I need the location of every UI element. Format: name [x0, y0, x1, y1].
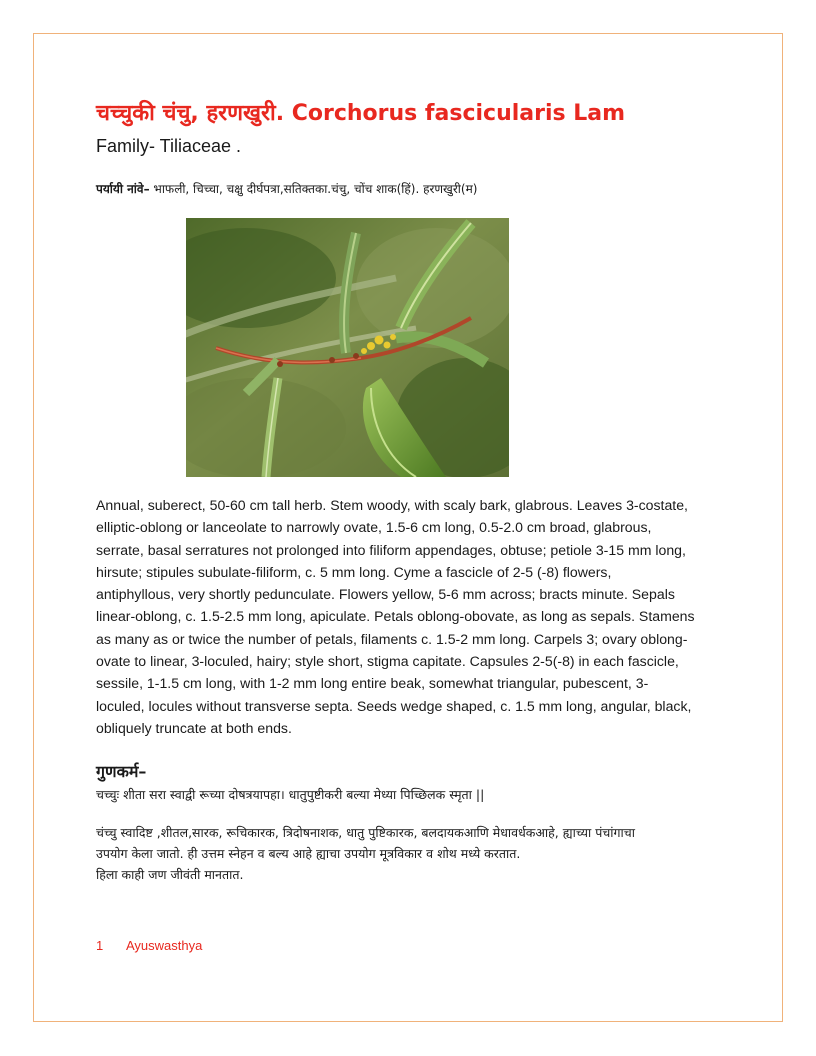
gunkarma-heading: गुणकर्म–	[96, 762, 147, 781]
synonyms-label: पर्यायी नांवे–	[96, 182, 150, 196]
footer-text: Ayuswasthya	[126, 938, 203, 953]
plant-photo	[186, 218, 509, 477]
description-line: serrate, basal serratures not prolonged into filiform appendages, obtuse; petiole 3-15 mm long,	[96, 541, 686, 558]
synonyms-text: भाफली, चिच्चा, चक्षु दीर्घपत्रा,सतिक्तका.चंचु, चोंच शाक(हिं). हरणखुरी(म)	[149, 182, 478, 196]
description-line: linear-oblong, c. 1.5-2.5 mm long, apiculate. Petals oblong-obovate, as long as sepals. Stamens	[96, 608, 695, 625]
description-line: antiphyllous, very shortly pedunculate. Flowers yellow, 5-6 mm across; bracts minute. Sepals	[96, 586, 675, 603]
description-line: ovate to linear, 3-loculed, hairy; style short, stigma capitate. Capsules 2-5(-8) in each fascicle,	[96, 653, 679, 670]
description-line: elliptic-oblong or lanceolate to narrowly ovate, 1.5-6 cm long, 0.5-2.0 cm broad, glabrous,	[96, 519, 652, 536]
description-line: obliquely truncate at both ends.	[96, 719, 292, 736]
paragraph-line: चंच्चु स्वादिष्ट ,शीतल,सारक, रूचिकारक, त्रिदोषनाशक, धातु पुष्टिकारक, बलदायकआणि मेधावर्धकआहे, ह्याच्या पंचांगाचा	[96, 825, 635, 840]
description-line: hirsute; stipules subulate-filiform, c. 5 mm long. Cyme a fascicle of 2-5 (-8) flowers,	[96, 563, 612, 580]
description-line: as many as or twice the number of petals, filaments c. 1.5-2 mm long. Carpels 3; ovary oblong-	[96, 630, 688, 647]
page-title: चच्चुकी चंचु, हरणखुरी. Corchorus fascicularis Lam	[96, 101, 626, 126]
family-line: Family- Tiliaceae .	[96, 136, 242, 156]
description-line: loculed, locules without transverse septa. Seeds wedge shaped, c. 1.5 mm long, angular, black,	[96, 697, 692, 714]
paragraph-line: उपयोग केला जातो. ही उत्तम स्नेहन व बल्य आहे ह्याचा उपयोग मूत्रविकार व शोथ मध्ये करतात.	[96, 846, 521, 861]
paragraph-line: हिला काही जण जीवंती मानतात.	[96, 867, 244, 882]
gunkarma-paragraph	[96, 822, 736, 885]
page-number: 1	[96, 938, 104, 953]
description-line: Annual, suberect, 50-60 cm tall herb. Stem woody, with scaly bark, glabrous. Leaves 3-costate,	[96, 497, 688, 513]
synonyms-line	[96, 180, 477, 197]
description-paragraph	[96, 494, 728, 739]
description-line: sessile, 1-1.5 cm long, with 1-2 mm long entire beak, somewhat triangular, pubescent, 3-	[96, 675, 649, 692]
page-footer	[96, 938, 202, 953]
shloka-line: चच्चुः शीता सरा स्वाद्वी रूच्या दोषत्रयापहा। धातुपुष्टीकरी बल्या मेध्या पिच्छिलक स्मृता ||	[96, 787, 485, 802]
